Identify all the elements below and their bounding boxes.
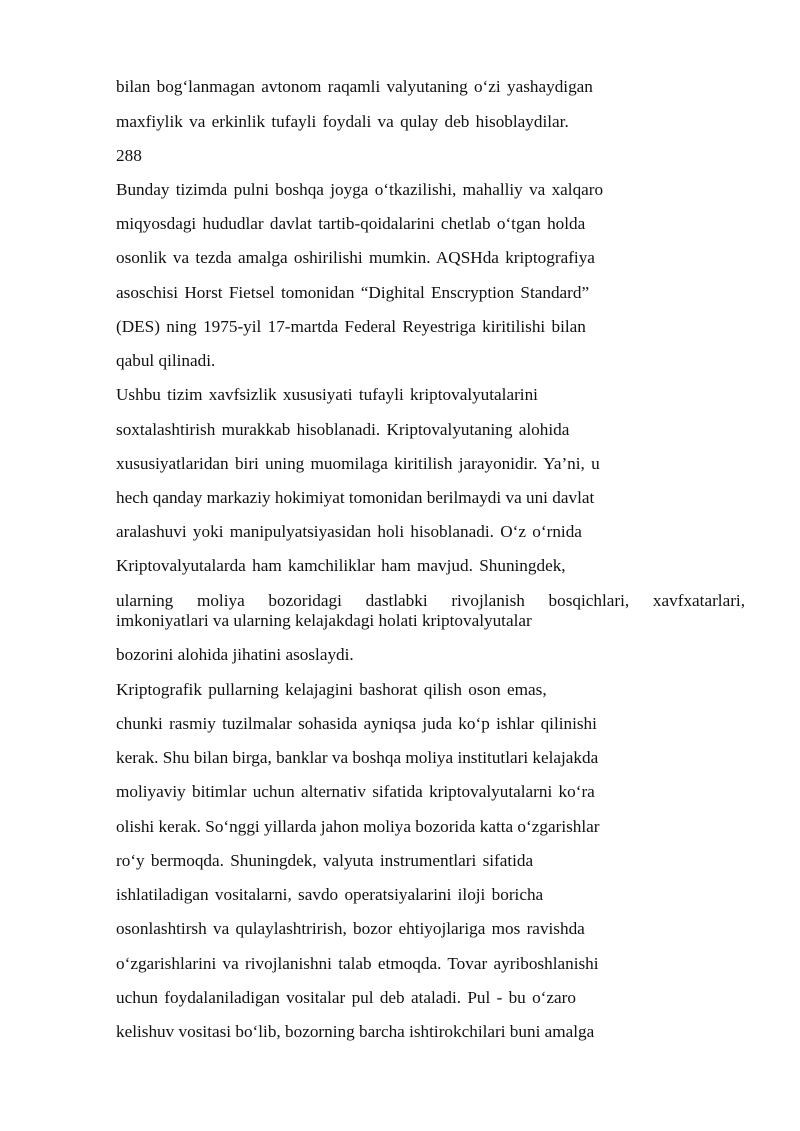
text-line: xususiyatlaridan biri uning muomilaga kiritilish jarayonidir. Ya’ni, u bbox=[116, 454, 600, 473]
text-line: ularning moliya bozoridagi dastlabki rivojlanish bosqichlari, xavfxatarlari, bbox=[116, 591, 745, 610]
text-line: Kriptovalyutalarda ham kamchiliklar ham mavjud. Shuningdek, bbox=[116, 556, 566, 575]
text-line: olishi kerak. So‘nggi yillarda jahon moliya bozorida katta o‘zgarishlar bbox=[116, 817, 600, 836]
page-number: 288 bbox=[116, 146, 142, 165]
text-line: moliyaviy bitimlar uchun alternativ sifatida kriptovalyutalarni ko‘ra bbox=[116, 782, 595, 801]
text-line: ishlatiladigan vositalarni, savdo operatsiyalarini iloji boricha bbox=[116, 885, 544, 904]
text-line: kelishuv vositasi bo‘lib, bozorning barcha ishtirokchilari buni amalga bbox=[116, 1022, 595, 1041]
text-line: ro‘y bermoqda. Shuningdek, valyuta instrumentlari sifatida bbox=[116, 851, 534, 870]
text-line: uchun foydalaniladigan vositalar pul deb ataladi. Pul - bu o‘zaro bbox=[116, 988, 576, 1007]
text-line: chunki rasmiy tuzilmalar sohasida ayniqsa juda ko‘p ishlar qilinishi bbox=[116, 714, 597, 733]
text-line: bilan bog‘lanmagan avtonom raqamli valyutaning o‘zi yashaydigan bbox=[116, 77, 593, 96]
text-line: kerak. Shu bilan birga, banklar va boshqa moliya institutlari kelajakda bbox=[116, 748, 599, 767]
text-line: soxtalashtirish murakkab hisoblanadi. Kriptovalyutaning alohida bbox=[116, 420, 570, 439]
text-line: asoschisi Horst Fietsel tomonidan “Dighital Enscryption Standard” bbox=[116, 283, 590, 302]
text-line: maxfiylik va erkinlik tufayli foydali va qulay deb hisoblaydilar. bbox=[116, 112, 569, 131]
text-line: osonlik va tezda amalga oshirilishi mumkin. AQSHda kriptografiya bbox=[116, 248, 595, 267]
text-line: bozorini alohida jihatini asoslaydi. bbox=[116, 645, 354, 664]
text-line: Kriptografik pullarning kelajagini bashorat qilish oson emas, bbox=[116, 680, 547, 699]
text-line: osonlashtirsh va qulaylashtrirish, bozor ehtiyojlariga mos ravishda bbox=[116, 919, 585, 938]
text-line: o‘zgarishlarini va rivojlanishni talab etmoqda. Tovar ayriboshlanishi bbox=[116, 954, 599, 973]
text-line: aralashuvi yoki manipulyatsiyasidan holi hisoblanadi. O‘z o‘rnida bbox=[116, 522, 582, 541]
text-line: Bunday tizimda pulni boshqa joyga o‘tkazilishi, mahalliy va xalqaro bbox=[116, 180, 604, 199]
text-line: (DES) ning 1975-yil 17-martda Federal Reyestriga kiritilishi bilan bbox=[116, 317, 586, 336]
text-line: qabul qilinadi. bbox=[116, 351, 216, 370]
text-line: miqyosdagi hududlar davlat tartib-qoidalarini chetlab o‘tgan holda bbox=[116, 214, 586, 233]
text-line: hech qanday markaziy hokimiyat tomonidan berilmaydi va uni davlat bbox=[116, 488, 595, 507]
text-line: Ushbu tizim xavfsizlik xususiyati tufayli kriptovalyutalarini bbox=[116, 385, 538, 404]
text-line: imkoniyatlari va ularning kelajakdagi holati kriptovalyutalar bbox=[116, 611, 532, 630]
